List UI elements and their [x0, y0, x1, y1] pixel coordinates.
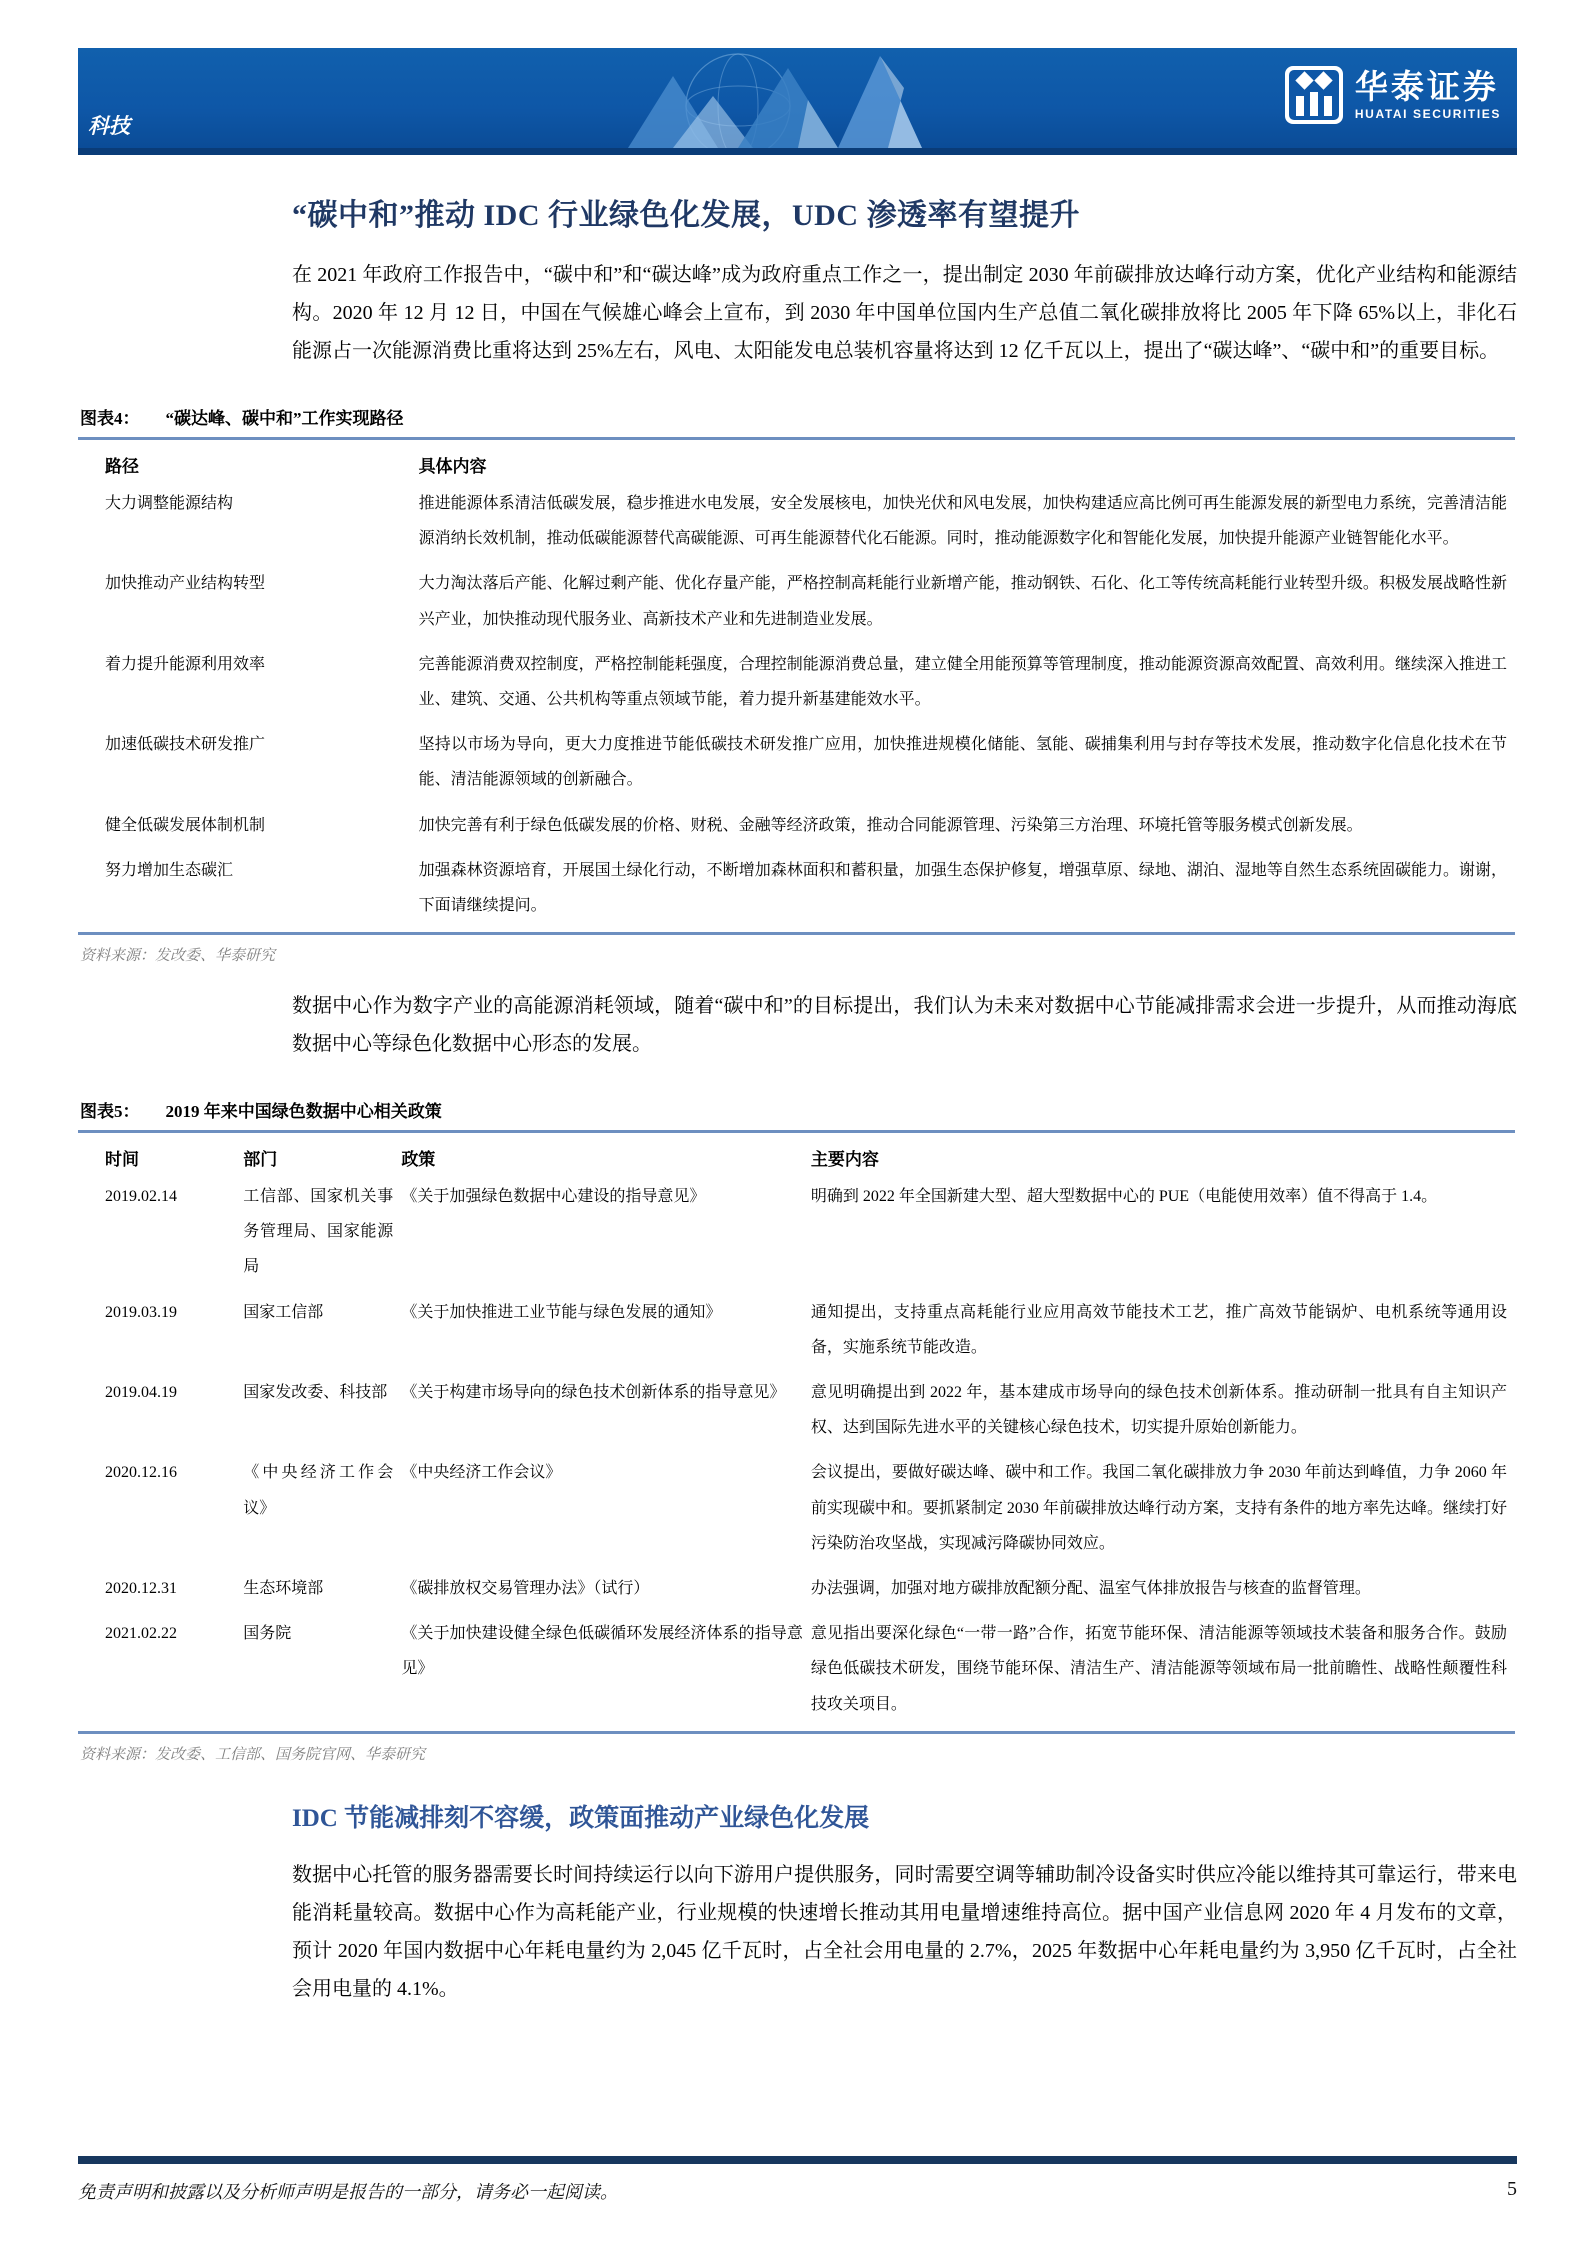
- dept-cell: 生态环境部: [243, 1579, 324, 1597]
- table-row: [78, 722, 1515, 802]
- figure-5-table: [78, 1133, 1515, 1727]
- table-row: [78, 1174, 1515, 1290]
- huatai-logo-icon: [1285, 66, 1343, 124]
- brand-name-cn: 华泰证券: [1354, 68, 1499, 105]
- department-label: 科技: [88, 114, 130, 138]
- figure-5-caption: [78, 1093, 1515, 1133]
- table-row: [78, 561, 1515, 641]
- dept-cell: 国家发改委、科技部: [243, 1384, 388, 1401]
- table-row: [78, 1370, 1515, 1450]
- figure-4-caption-title: “碳达峰、碳中和”工作实现路径: [165, 409, 404, 428]
- path-cell: 着力提升能源利用效率: [105, 655, 266, 673]
- brand-name-en: HUATAI SECURITIES: [1354, 107, 1501, 121]
- table-row: [78, 1566, 1515, 1611]
- policy-cell: 《关于加强绿色数据中心建设的指导意见》: [401, 1188, 706, 1206]
- footer-divider-bar: [78, 2156, 1517, 2164]
- content-cell: 办法强调，加强对地方碳排放配额分配、温室气体排放报告与核查的监督管理。: [810, 1579, 1371, 1597]
- path-cell: 健全低碳发展体制机制: [105, 816, 266, 834]
- column-header: 政策: [401, 1150, 436, 1170]
- top-banner: [78, 48, 1517, 155]
- figure-4-caption: [78, 400, 1515, 440]
- dept-cell: 《中央经济工作会议》: [243, 1464, 394, 1517]
- column-header: 主要内容: [810, 1150, 879, 1170]
- date-cell: 2020.12.16: [105, 1464, 177, 1482]
- content-area: [78, 162, 1517, 2008]
- column-header: 具体内容: [418, 457, 487, 476]
- date-cell: 2019.03.19: [105, 1303, 177, 1321]
- figure-5-caption-title: 2019 年来中国绿色数据中心相关政策: [165, 1102, 442, 1122]
- figure-5-caption-label: 图表5：: [80, 1102, 140, 1122]
- table-row: [78, 642, 1515, 722]
- policy-cell: 《碳排放权交易管理办法》（试行）: [401, 1579, 650, 1597]
- detail-cell: 推进能源体系清洁低碳发展，稳步推进水电发展，安全发展核电，加快光伏和风电发展，加快构建适应高比例可再生能源发展的新型电力系统，完善清洁能源消纳长效机制，推动低碳能源替代高碳能源、可再生能源替代化石能源。同时，推动能源数字化和智能化发展，加快提升能源产业链智能化水平。: [418, 495, 1507, 548]
- date-cell: 2021.02.22: [105, 1625, 177, 1643]
- section-heading: IDC 节能减排刻不容缓，政策面推动产业绿色化发展: [292, 1804, 870, 1832]
- disclaimer-text: 免责声明和披露以及分析师声明是报告的一部分，请务必一起阅读。: [78, 2182, 618, 2202]
- column-header: 路径: [105, 457, 139, 476]
- path-cell: 大力调整能源结构: [105, 495, 234, 512]
- paragraph-policy-overview: 在 2021 年政府工作报告中，“碳中和”和“碳达峰”成为政府重点工作之一，提出制定 2030 年前碳排放达峰行动方案，优化产业结构和能源结构。2020 年 12 月 12 日，中国在气候雄心峰会上宣布，到 2030 年中国单位国内生产总值二氧化碳排放将比 2005 年下降 65%以上，非化石能源占一次能源消费比重将达到 25%左右，风电、太阳能发电总装机容量将达到 12 亿千瓦以上，提出了“碳达峰”、“碳中和”的重要目标。: [292, 264, 1517, 362]
- figure-4: [78, 400, 1515, 965]
- figure-4-table: [78, 440, 1515, 928]
- policy-cell: 《关于加快推进工业节能与绿色发展的通知》: [401, 1303, 722, 1321]
- table-header-row: [78, 1133, 1515, 1174]
- path-cell: 加速低碳技术研发推广: [105, 736, 266, 754]
- brand-text: [1355, 70, 1501, 120]
- banner-decoration: [508, 48, 1108, 148]
- content-cell: 意见明确提出到 2022 年，基本建成市场导向的绿色技术创新体系。推动研制一批具有自主知识产权、达到国际先进水平的关键核心绿色技术，切实提升原始创新能力。: [810, 1384, 1507, 1437]
- dept-cell: 国家工信部: [243, 1303, 324, 1321]
- detail-cell: 加快完善有利于绿色低碳发展的价格、财税、金融等经济政策，推动合同能源管理、污染第三方治理、环境托管等服务模式创新发展。: [418, 816, 1363, 834]
- dept-cell: 国务院: [243, 1625, 292, 1643]
- table-row: [78, 848, 1515, 928]
- detail-cell: 完善能源消费双控制度，严格控制能耗强度，合理控制能源消费总量，建立健全用能预算等管理制度，推动能源资源高效配置、高效利用。继续深入推进工业、建筑、交通、公共机构等重点领域节能，着力提升新基建能效水平。: [418, 655, 1507, 708]
- paragraph-idc-energy: 数据中心托管的服务器需要长时间持续运行以向下游用户提供服务，同时需要空调等辅助制冷设备实时供应冷能以维持其可靠运行，带来电能消耗量较高。数据中心作为高耗能产业，行业规模的快速增长推动其用电量增速维持高位。据中国产业信息网 2020 年 4 月发布的文章，预计 2020 年国内数据中心年耗电量约为 2,045 亿千瓦时，占全社会用电量的 2.7%，2025 年数据中心年耗电量约为 3,950 亿千瓦时，占全社会用电量的 4.1%。: [292, 1863, 1517, 2000]
- path-cell: 努力增加生态碳汇: [105, 861, 234, 879]
- policy-cell: 《关于构建市场导向的绿色技术创新体系的指导意见》: [401, 1384, 786, 1401]
- table-row: [78, 481, 1515, 561]
- page-number: 5: [1507, 2178, 1517, 2200]
- content-cell: 会议提出，要做好碳达峰、碳中和工作。我国二氧化碳排放力争 2030 年前达到峰值，力争 2060 年前实现碳中和。要抓紧制定 2030 年前碳排放达峰行动方案，支持有条件的地方率先达峰。继续打好污染防治攻坚战，实现减污降碳协同效应。: [810, 1464, 1507, 1552]
- table-row: [78, 1290, 1515, 1370]
- detail-cell: 大力淘汰落后产能、化解过剩产能、优化存量产能，严格控制高耗能行业新增产能，推动钢铁、石化、化工等传统高耗能行业转型升级。积极发展战略性新兴产业，加快推动现代服务业、高新技术产业和先进制造业发展。: [418, 575, 1507, 628]
- figure-5-source: 资料来源：发改委、工信部、国务院官网、华泰研究: [80, 1746, 426, 1763]
- detail-cell: 加强森林资源培育，开展国土绿化行动，不断增加森林面积和蓄积量，加强生态保护修复，增强草原、绿地、湖泊、湿地等自然生态系统固碳能力。谢谢，下面请继续提问。: [418, 861, 1507, 914]
- column-header: 时间: [105, 1150, 139, 1170]
- content-cell: 明确到 2022 年全国新建大型、超大型数据中心的 PUE（电能使用效率）值不得高于 1.4。: [810, 1188, 1438, 1206]
- policy-cell: 《中央经济工作会议》: [401, 1464, 562, 1482]
- page-title: “碳中和”推动 IDC 行业绿色化发展，UDC 渗透率有望提升: [292, 199, 1080, 232]
- table-row: [78, 803, 1515, 848]
- policy-cell: 《关于加快建设健全绿色低碳循环发展经济体系的指导意见》: [401, 1625, 803, 1678]
- table-row: [78, 1611, 1515, 1727]
- brand-logo: [1285, 66, 1501, 124]
- table-row: [78, 1450, 1515, 1566]
- date-cell: 2019.04.19: [105, 1384, 177, 1401]
- figure-5: [78, 1093, 1515, 1764]
- dept-cell: 工信部、国家机关事务管理局、国家能源局: [243, 1188, 394, 1276]
- figure-4-caption-label: 图表4：: [80, 409, 140, 428]
- detail-cell: 坚持以市场为导向，更大力度推进节能低碳技术研发推广应用，加快推进规模化储能、氢能、碳捕集利用与封存等技术发展，推动数字化信息化技术在节能、清洁能源领域的创新融合。: [418, 736, 1507, 789]
- content-cell: 意见指出要深化绿色“一带一路”合作，拓宽节能环保、清洁能源等领域技术装备和服务合作。鼓励绿色低碳技术研发，围绕节能环保、清洁生产、清洁能源等领域布局一批前瞻性、战略性颠覆性科技攻关项目。: [810, 1625, 1507, 1713]
- paragraph-datacenter-trend: 数据中心作为数字产业的高能源消耗领域，随着“碳中和”的目标提出，我们认为未来对数据中心节能减排需求会进一步提升，从而推动海底数据中心等绿色化数据中心形态的发展。: [292, 995, 1517, 1056]
- date-cell: 2020.12.31: [105, 1579, 177, 1597]
- figure-4-source: 资料来源：发改委、华泰研究: [80, 948, 276, 965]
- page-footer: [78, 2156, 1517, 2204]
- content-cell: 通知提出，支持重点高耗能行业应用高效节能技术工艺，推广高效节能锅炉、电机系统等通用设备，实施系统节能改造。: [810, 1303, 1507, 1356]
- column-header: 部门: [243, 1150, 278, 1170]
- table-header-row: [78, 440, 1515, 481]
- date-cell: 2019.02.14: [105, 1188, 177, 1206]
- path-cell: 加快推动产业结构转型: [105, 575, 266, 593]
